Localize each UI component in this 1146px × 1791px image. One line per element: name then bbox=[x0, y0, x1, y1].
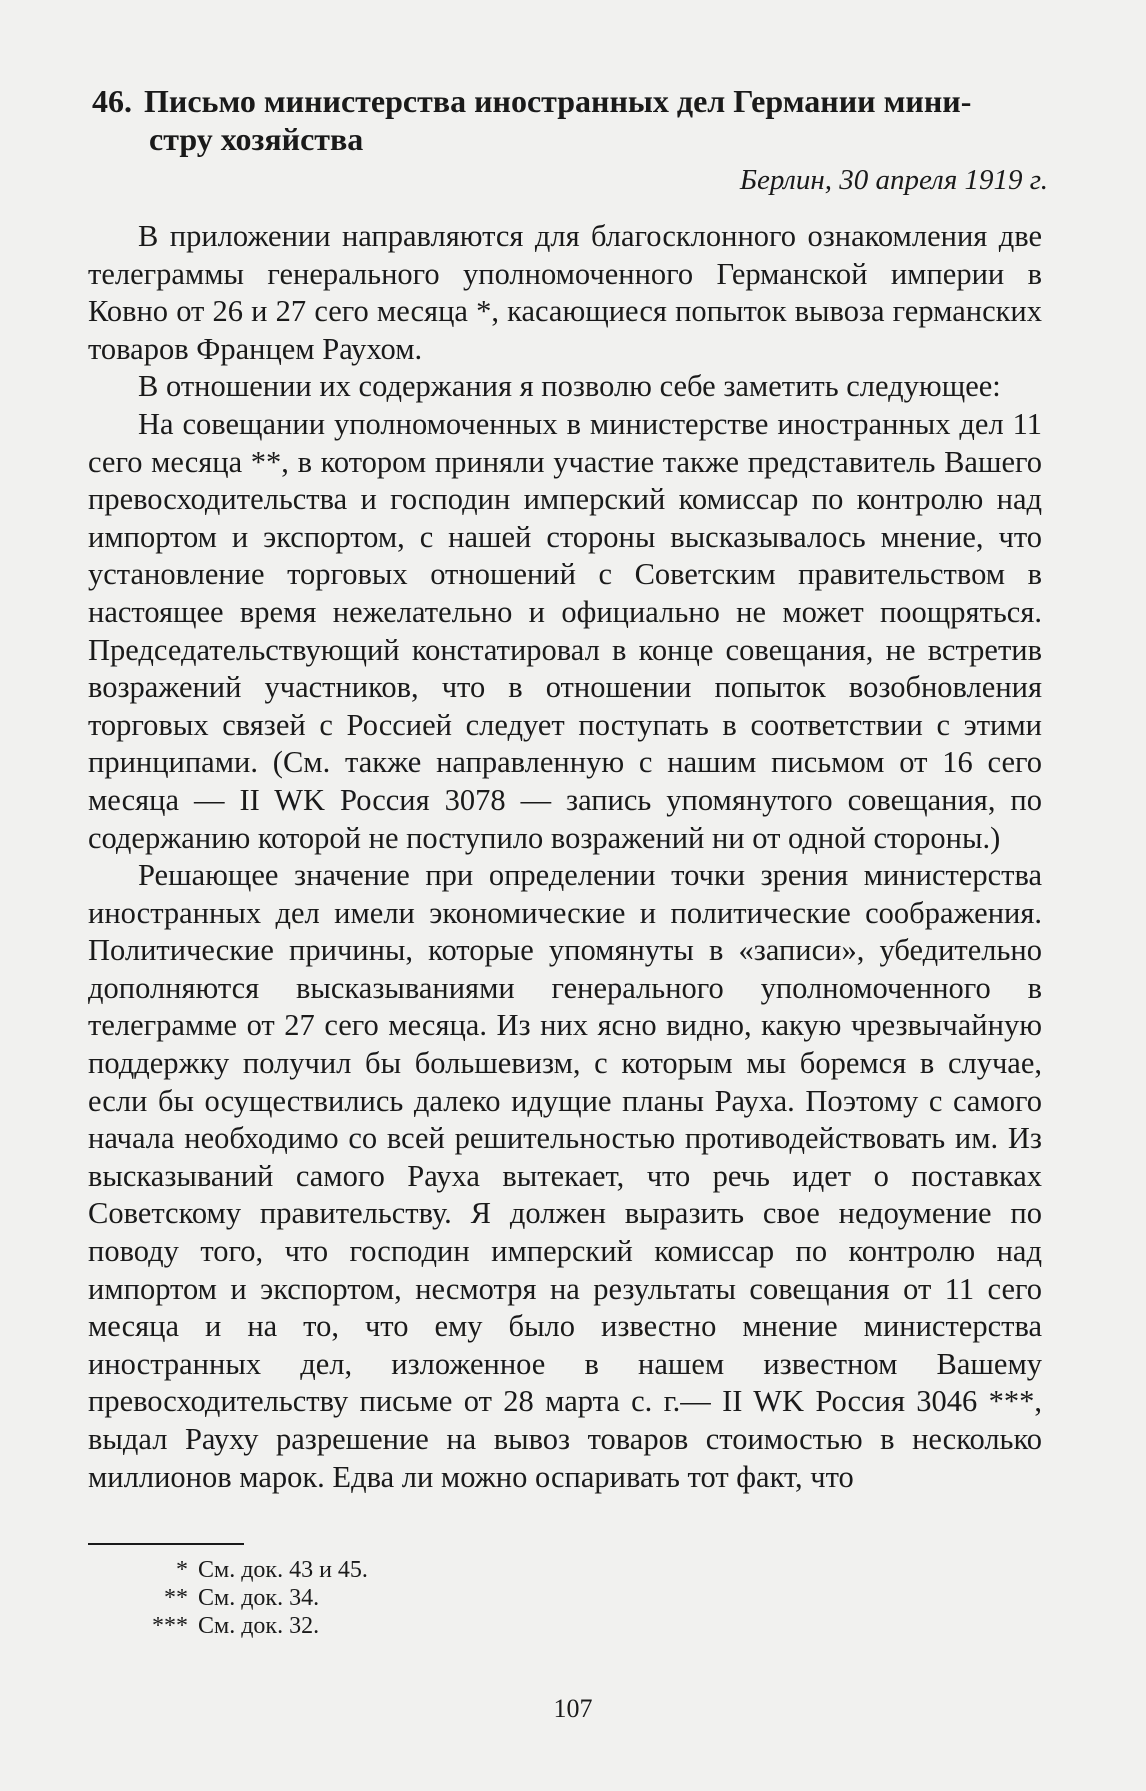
document-title-line2: стру хозяйства bbox=[149, 121, 364, 157]
footnote bbox=[130, 1556, 368, 1584]
footnote-mark: ** bbox=[164, 1585, 188, 1611]
paragraph: В приложении направляются для благосклонного ознакомления две телеграммы генерального уполномоченного Германской империи в Ковно от 26 и 27 сего месяца *, касающиеся попыток вывоза германских товаров Францем Раухом. bbox=[88, 219, 1042, 366]
footnote-text: См. док. 43 и 45. bbox=[198, 1557, 368, 1583]
footnote-text: См. док. 32. bbox=[198, 1613, 320, 1639]
document-heading bbox=[92, 82, 1052, 158]
document-number: 46. bbox=[92, 83, 132, 119]
footnote-text: См. док. 34. bbox=[198, 1585, 320, 1611]
dateline: Берлин, 30 апреля 1919 г. bbox=[739, 164, 1048, 196]
body-text bbox=[88, 218, 1042, 1496]
paragraph: Решающее значение при определении точки зрения министерства иностранных дел имели экономические и политические соображения. Политические причины, которые упомянуты в «записи», убедительно дополняются высказываниями генерального уполномоченного в телеграмме от 27 сего месяца. Из них ясно видно, какую чрезвычайную поддержку получил бы большевизм, с которым мы боремся в случае, если бы осуществились далеко идущие планы Рауха. Поэтому с самого начала необходимо со всей решительностью противодействовать им. Из высказываний самого Рауха вытекает, что речь идет о поставках Советскому правительству. Я должен выразить свое недоумение по поводу того, что господин имперский комиссар по контролю над импортом и экспортом, несмотря на результаты совещания от 11 сего месяца и на то, что ему было известно мнение министерства иностранных дел, изложенное в нашем известном Вашему превосходительству письме от 28 марта с. г.— II WK Россия 3046 ***, выдал Рауху разрешение на вывоз товаров стоимостью в несколько миллионов марок. Едва ли можно оспаривать тот факт, что bbox=[88, 858, 1042, 1494]
footnote-mark: * bbox=[176, 1557, 188, 1583]
paragraph: На совещании уполномоченных в министерстве иностранных дел 11 сего месяца **, в котором приняли участие также представитель Вашего превосходительства и господин имперский комиссар по контролю над импортом и экспортом, с нашей стороны высказывалось мнение, что установление торговых отношений с Советским правительством в настоящее время нежелательно и официально не может поощряться. Председательствующий констатировал в конце совещания, не встретив возражений участников, что в отношении попыток возобновления торговых связей с Россией следует поступать в соответствии с этими принципами. (См. также направленную с нашим письмом от 16 сего месяца — II WK Россия 3078 — запись упомянутого совещания, по содержанию которой не поступило возражений ни от одной стороны.) bbox=[88, 406, 1042, 855]
footnote bbox=[130, 1612, 368, 1640]
footnote-mark: *** bbox=[152, 1613, 188, 1639]
paragraph: В отношении их содержания я позволю себе заметить следующее: bbox=[138, 369, 1001, 404]
document-title-line1: Письмо министерства иностранных дел Германии мини- bbox=[144, 83, 972, 119]
footnote bbox=[130, 1584, 368, 1612]
footnote-divider bbox=[88, 1543, 244, 1545]
footnotes bbox=[130, 1556, 368, 1640]
page-number: 107 bbox=[553, 1694, 593, 1723]
